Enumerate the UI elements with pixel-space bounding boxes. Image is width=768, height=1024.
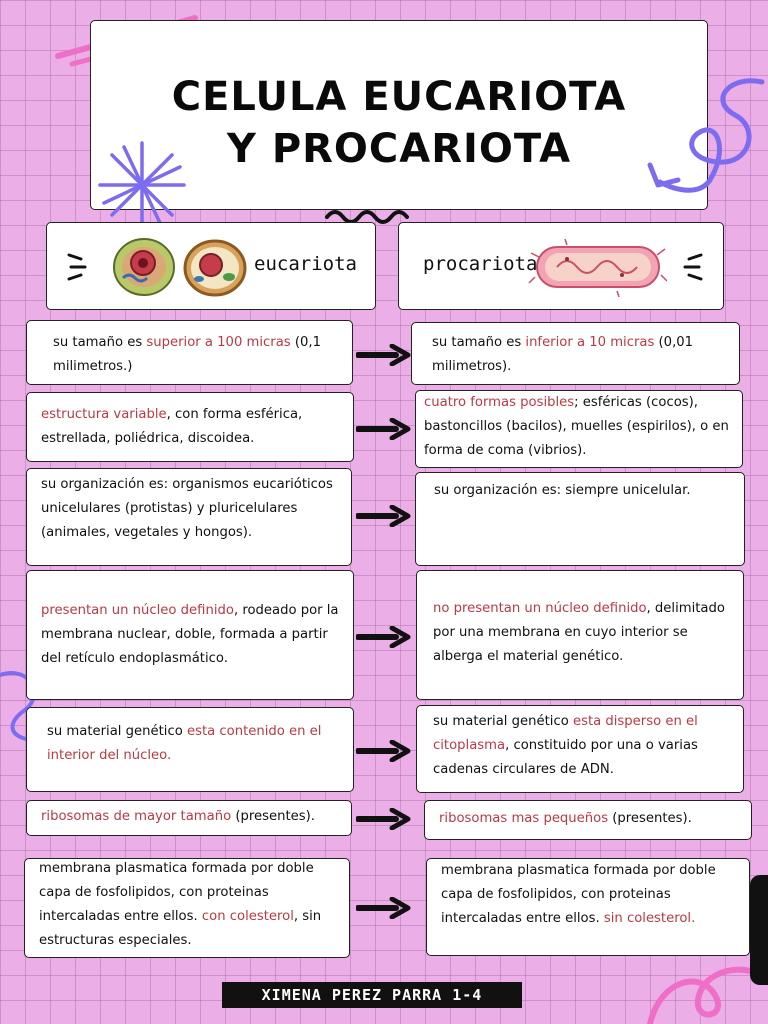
arrow-right-icon: [356, 626, 414, 648]
procariota-header-card: [398, 222, 724, 310]
procariota-card-row-7: [426, 858, 750, 956]
highlighted-text: esta disperso en el citoplasma: [433, 714, 698, 753]
procariota-card-row-6: [424, 800, 752, 840]
procariota-header-label: procariota: [423, 253, 538, 275]
sparkle-lines-icon-right: [681, 249, 705, 285]
procariota-card-text: [439, 807, 739, 831]
procariota-card-text: [441, 859, 741, 931]
procariota-card-row-5: [416, 705, 744, 793]
body-text: , sin estructuras especiales.: [39, 909, 322, 948]
highlighted-text: superior a 100 micras: [146, 335, 291, 350]
eucariota-card-row-3: [26, 468, 352, 566]
eucariota-card-row-6: [26, 800, 352, 836]
bacteria-icon: [527, 237, 667, 297]
procariota-card-row-4: [416, 570, 744, 700]
title-line-2: Y PROCARIOTA: [226, 126, 572, 172]
procariota-card-text: [424, 391, 739, 463]
eucariota-header-label: eucariota: [254, 253, 357, 275]
body-text: su organización es: organismos eucarióticos unicelulares (protistas) y pluricelulares (animales, vegetales y hongos).: [41, 477, 333, 540]
procariota-card-row-2: [415, 390, 743, 468]
body-text: membrana plasmatica formada por doble capa de fosfolipidos, con proteinas intercaladas entre ellos.: [39, 861, 314, 924]
title-line-1: CELULA EUCARIOTA: [171, 74, 627, 120]
author-footer: XIMENA PEREZ PARRA 1-4: [222, 982, 522, 1008]
right-edge-tab-decoration: [750, 875, 768, 985]
procariota-card-text: [433, 710, 733, 782]
highlighted-text: esta contenido en el interior del núcleo.: [47, 724, 322, 763]
eucariota-card-row-4: [26, 570, 354, 700]
body-text: (presentes).: [231, 809, 315, 824]
swirl-arrow-decoration: [630, 70, 768, 210]
highlighted-text: estructura variable: [41, 407, 167, 422]
sparkle-lines-icon: [65, 249, 89, 285]
body-text: su organización es: siempre unicelular.: [434, 483, 691, 498]
procariota-card-text: [433, 597, 733, 669]
starburst-icon: [92, 135, 192, 235]
body-text: ; esféricas (cocos), bastoncillos (bacilos), muelles (espirilos), o en forma de coma (vibrios).: [424, 395, 729, 458]
body-text: , delimitado por una membrana en cuyo interior se alberga el material genético.: [433, 601, 725, 664]
plant-cell-icon: [181, 235, 249, 301]
eucariota-card-row-1: [26, 320, 353, 385]
body-text: , con forma esférica, estrellada, poliédrica, discoidea.: [41, 407, 303, 446]
highlighted-text: con colesterol: [201, 909, 294, 924]
eucariota-card-text: [39, 857, 339, 953]
body-text: (presentes).: [608, 811, 692, 826]
body-text: su material genético: [47, 724, 187, 739]
highlighted-text: inferior a 10 micras: [525, 335, 655, 350]
eucariota-header-card: [46, 222, 376, 310]
arrow-right-icon: [356, 418, 414, 440]
eucariota-card-text: [41, 403, 341, 451]
body-text: su material genético: [433, 714, 573, 729]
body-text: su tamaño es: [53, 335, 147, 350]
procariota-card-row-3: [415, 472, 745, 566]
eucariota-card-text: [53, 331, 343, 379]
body-text: su tamaño es: [432, 335, 526, 350]
procariota-card-text: [432, 331, 732, 379]
arrow-right-icon: [356, 505, 414, 527]
highlighted-text: no presentan un núcleo definido: [433, 601, 647, 616]
arrow-right-icon: [356, 740, 414, 762]
eucariota-card-text: [47, 720, 337, 768]
arrow-right-icon: [356, 344, 414, 366]
arrow-right-icon: [356, 897, 414, 919]
eucariota-card-row-7: [24, 858, 350, 958]
animal-cell-icon: [109, 233, 179, 301]
eucariota-card-text: [41, 805, 341, 829]
eucariota-card-row-5: [26, 707, 354, 792]
body-text: , rodeado por la membrana nuclear, doble, formada a partir del retículo endoplasmático.: [41, 603, 339, 666]
arrow-right-icon: [356, 808, 414, 830]
body-text: membrana plasmatica formada por doble capa de fosfolipidos, con proteinas intercaladas entre ellos.: [441, 863, 716, 926]
highlighted-text: ribosomas mas pequeños: [439, 811, 609, 826]
eucariota-card-row-2: [26, 392, 354, 462]
highlighted-text: sin colesterol.: [603, 911, 696, 926]
procariota-card-row-1: [411, 322, 740, 385]
highlighted-text: presentan un núcleo definido: [41, 603, 234, 618]
body-text: (0,01 milimetros).: [432, 335, 694, 374]
body-text: (0,1 milimetros.): [53, 335, 321, 374]
eucariota-card-text: [41, 599, 341, 671]
body-text: , constituido por una o varias cadenas circulares de ADN.: [433, 738, 698, 777]
highlighted-text: cuatro formas posibles: [424, 395, 575, 410]
eucariota-card-text: [41, 473, 341, 545]
highlighted-text: ribosomas de mayor tamaño: [41, 809, 232, 824]
procariota-card-text: [434, 479, 734, 503]
